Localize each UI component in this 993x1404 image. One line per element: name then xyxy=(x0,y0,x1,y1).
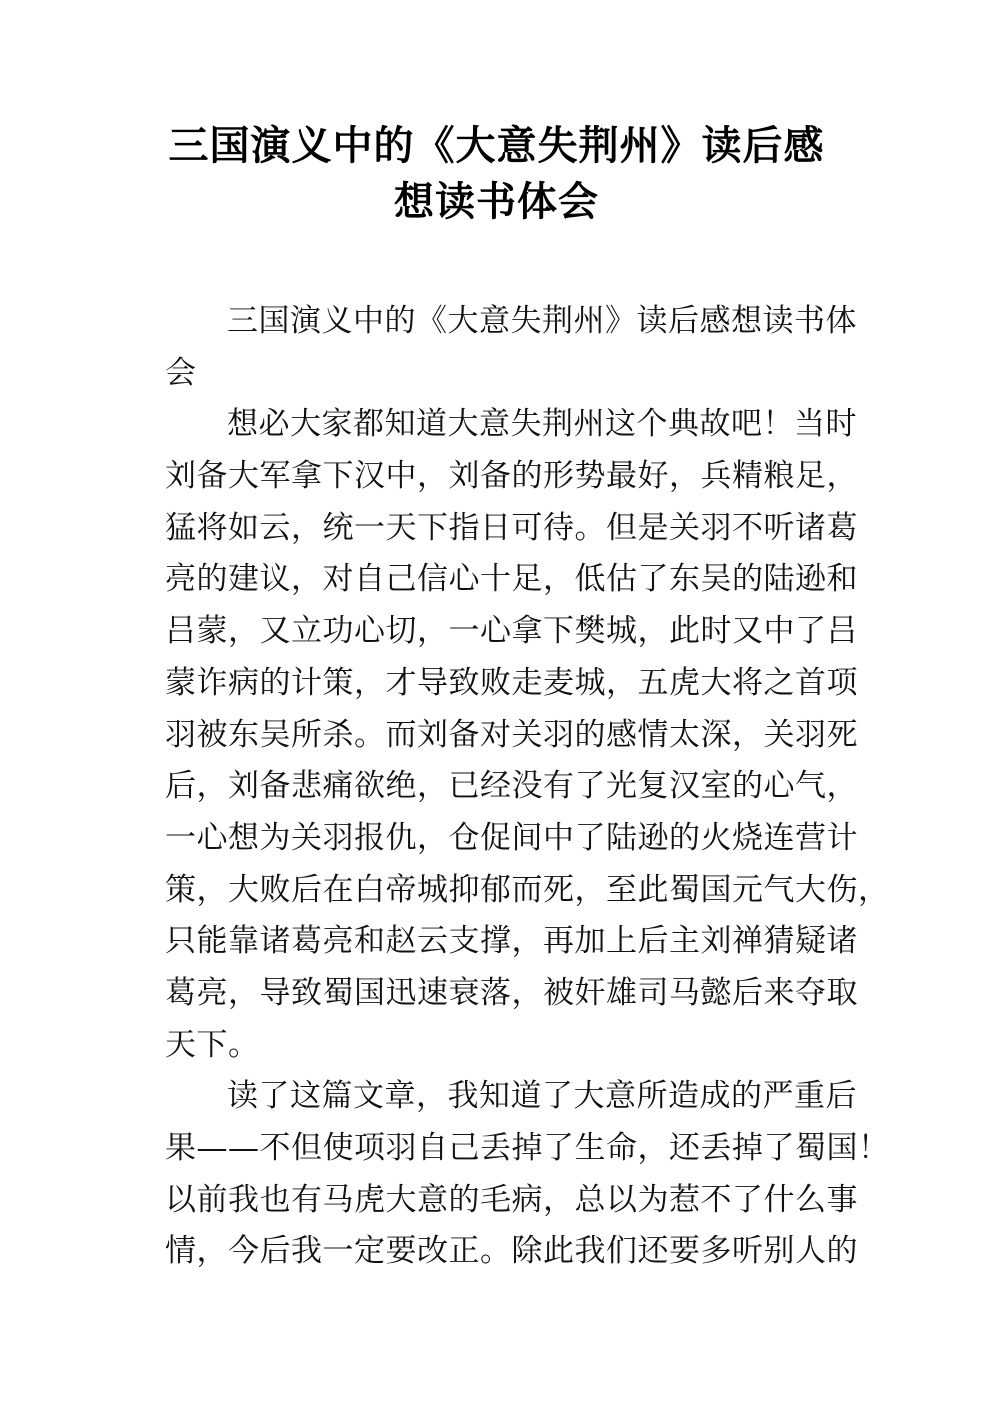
text-line: 只能靠诸葛亮和赵云支撑，再加上后主刘禅猜疑诸 xyxy=(165,923,858,960)
text-line: 情，今后我一定要改正。除此我们还要多听别人的 xyxy=(165,1233,858,1270)
text-line: 刘备大军拿下汉中，刘备的形势最好，兵精粮足， xyxy=(165,458,858,495)
paragraph-2 xyxy=(165,399,890,1071)
document-body xyxy=(165,296,890,1278)
text-line: 一心想为关羽报仇，仓促间中了陆逊的火烧连营计 xyxy=(165,819,858,856)
text-line: 后，刘备悲痛欲绝，已经没有了光复汉室的心气， xyxy=(165,768,858,805)
text-line: 吕蒙，又立功心切，一心拿下樊城，此时又中了吕 xyxy=(165,613,858,650)
text-line: 羽被东吴所杀。而刘备对关羽的感情太深，关羽死 xyxy=(165,716,858,753)
text-line: 天下。 xyxy=(165,1026,260,1063)
text-line: 果——不但使项羽自己丢掉了生命，还丢掉了蜀国！ xyxy=(165,1130,890,1166)
text-line: 策，大败后在白帝城抑郁而死，至此蜀国元气大伤， xyxy=(165,871,890,908)
text-line: 以前我也有马虎大意的毛病，总以为惹不了什么事 xyxy=(165,1181,858,1218)
text-line: 会 xyxy=(165,354,197,391)
text-line: 亮的建议，对自己信心十足，低估了东吴的陆逊和 xyxy=(165,561,858,598)
text-line: 想必大家都知道大意失荆州这个典故吧！当时 xyxy=(227,406,857,443)
text-line: 猛将如云，统一天下指日可待。但是关羽不听诸葛 xyxy=(165,509,858,546)
text-line: 读了这篇文章，我知道了大意所造成的严重后 xyxy=(227,1078,857,1115)
paragraph-3 xyxy=(165,1071,890,1278)
text-line: 葛亮，导致蜀国迅速衰落，被奸雄司马懿后来夺取 xyxy=(165,974,858,1011)
text-line: 蒙诈病的计策，才导致败走麦城，五虎大将之首项 xyxy=(165,664,858,701)
title-line-2: 想读书体会 xyxy=(394,179,599,225)
text-line: 三国演义中的《大意失荆州》读后感想读书体 xyxy=(227,303,857,339)
paragraph-1 xyxy=(165,296,857,399)
document-title xyxy=(0,118,993,230)
title-line-1: 三国演义中的《大意失荆州》读后感 xyxy=(168,123,825,169)
